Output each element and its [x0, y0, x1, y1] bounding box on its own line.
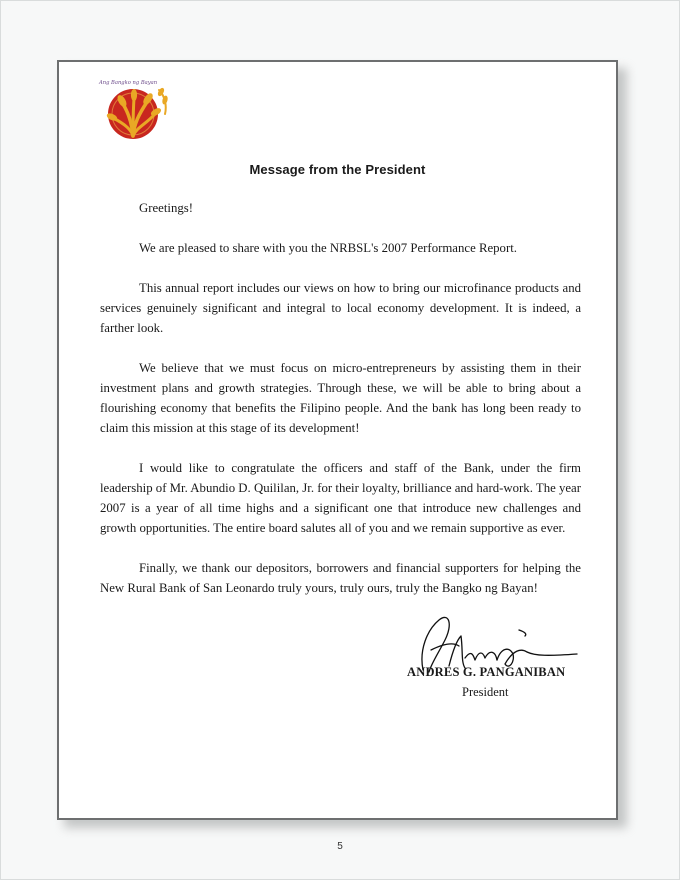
body-paragraph: We are pleased to share with you the NRBSL's 2007 Performance Report.: [139, 241, 517, 255]
signatory-name: ANDRES G. PANGANIBAN: [407, 665, 566, 679]
signatory-position: President: [462, 685, 509, 699]
body-paragraph: This annual report includes our views on how to bring our microfinance products and services genuinely significant and integral to local economy development. It is indeed, a farther look.: [100, 281, 581, 335]
body-paragraph: I would like to congratulate the officers and staff of the Bank, under the firm leadership of Mr. Abundio D. Quililan, Jr. for their loyalty, brilliance and hard-work. The year 2007 is a year of all time highs and a significant one that introduce new challenges and growth opportunities. The entire board salutes all of you and we remain supportive as ever.: [100, 461, 581, 535]
wheat-logo-icon: [99, 80, 175, 146]
document-page: [57, 60, 618, 820]
signature-block: [389, 610, 589, 730]
page-title: Message from the President: [249, 162, 426, 177]
page-number: 5: [337, 841, 343, 852]
greeting-paragraph: Greetings!: [139, 201, 194, 215]
letter-body: [100, 198, 581, 618]
logo-motto: Ang Bangko ng Bayan: [99, 80, 158, 86]
body-paragraph: We believe that we must focus on micro-entrepreneurs by assisting them in their investment plans and growth strategies. Through these, we will be able to bring about a flourishing economy that benefits the Filipino people. And the bank has long been ready to claim this mission at this stage of its development!: [100, 361, 581, 435]
body-paragraph: Finally, we thank our depositors, borrowers and financial supporters for helping the New Rural Bank of San Leonardo truly yours, truly ours, truly the Bangko ng Bayan!: [100, 561, 581, 595]
bank-logo: [99, 80, 175, 146]
